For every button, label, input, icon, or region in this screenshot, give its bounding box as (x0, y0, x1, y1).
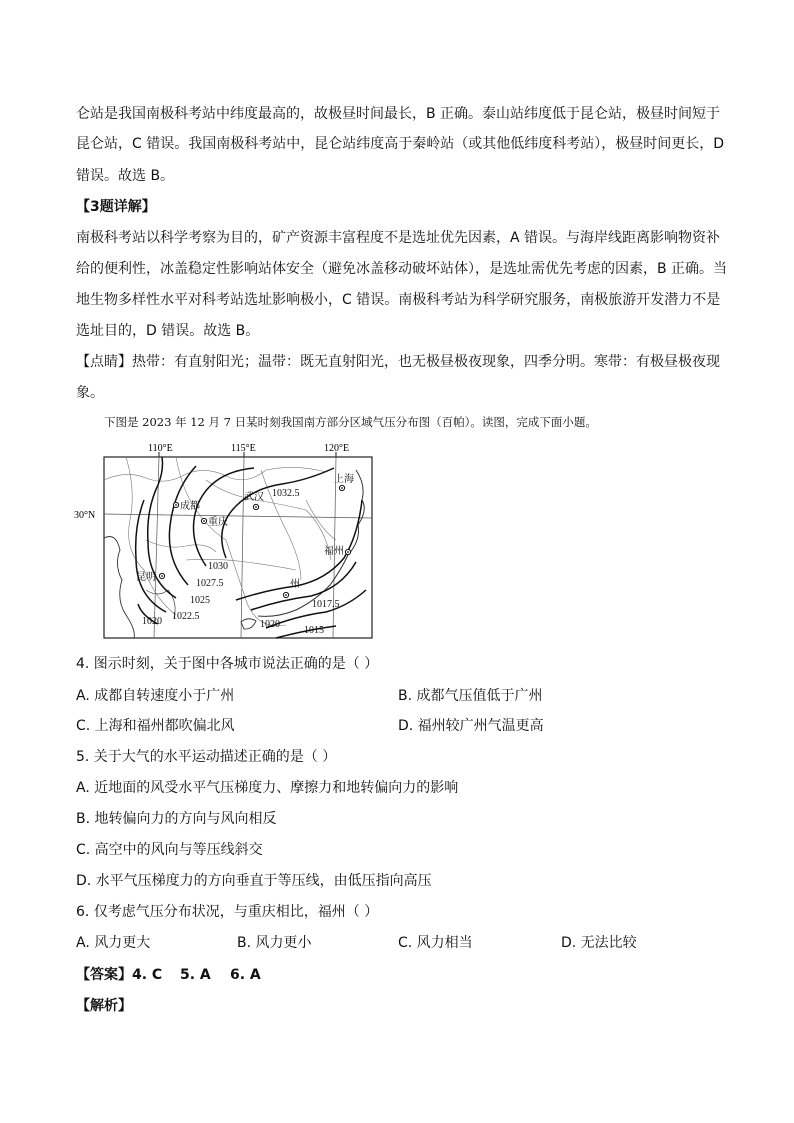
paragraph-line: 选址目的，D 错误。故选 B。 (76, 323, 260, 339)
tip-line: 象。 (76, 385, 104, 401)
city-label: 福州 (324, 546, 344, 557)
section-heading: 【3题详解】 (76, 199, 156, 215)
option-d: D. 福州较广州气温更高 (398, 718, 544, 734)
isobar-label: 1020 (260, 619, 280, 630)
city-label: 上海 (334, 474, 354, 485)
isobar-label: 1030 (208, 561, 228, 572)
option-c: C. 风力相当 (398, 935, 473, 951)
figure-caption: 下图是 2023 年 12 月 7 日某时刻我国南方部分区域气压分布图（百帕）。读图，完成下面小题。 (104, 415, 597, 429)
paragraph-line: 仑站是我国南极科考站中纬度最高的，故极昼时间最长，B 正确。泰山站纬度低于昆仑站，极昼时间短于 (76, 106, 721, 122)
answer-4: 4. C (132, 967, 163, 983)
tip-line: 【点睛】热带：有直射阳光；温带：既无直射阳光，也无极昼极夜现象，四季分明。寒带：有极昼极夜现 (76, 354, 720, 370)
city-label: 州 (290, 579, 300, 590)
option-d: D. 无法比较 (561, 935, 637, 951)
answer-6: 6. A (230, 967, 261, 983)
city-label: 武汉 (244, 492, 264, 503)
isobar-label: 1017.5 (312, 599, 340, 610)
question-stem: 5. 关于大气的水平运动描述正确的是（ ） (76, 749, 337, 765)
question-stem: 4. 图示时刻，关于图中各城市说法正确的是（ ） (76, 656, 379, 672)
question-stem: 6. 仅考虑气压分布状况，与重庆相比，福州（ ） (76, 904, 379, 920)
isobar-label: 1027.5 (196, 578, 224, 589)
answer-label: 【答案】 (76, 967, 132, 983)
isobar-label: 1020 (142, 616, 162, 627)
paragraph-line: 错误。故选 B。 (76, 168, 175, 184)
paragraph-line: 给的便利性，冰盖稳定性影响站体安全（避免冰盖移动破坏站体），是选址需优先考虑的因素，B 正确。当 (76, 261, 728, 277)
option-b: B. 风力更小 (237, 935, 312, 951)
isobar-label: 1032.5 (272, 488, 300, 499)
paragraph-line: 南极科考站以科学考察为目的，矿产资源丰富程度不是选址优先因素，A 错误。与海岸线距离影响物资补 (76, 230, 721, 246)
paragraph-line: 地生物多样性水平对科考站选址影响极小，C 错误。南极科考站为科学研究服务，南极旅游开发潜力不是 (76, 292, 721, 308)
option-c: C. 高空中的风向与等压线斜交 (76, 842, 263, 858)
lon-label: 115°E (231, 443, 256, 454)
city-label: 成都 (180, 501, 200, 512)
answer-5: 5. A (180, 967, 211, 983)
city-label: 重庆 (208, 517, 228, 528)
option-a: A. 风力更大 (76, 935, 151, 951)
option-b: B. 成都气压值低于广州 (398, 688, 543, 704)
paragraph-line: 昆仑站，C 错误。我国南极科考站中，昆仑站纬度高于秦岭站（或其他低纬度科考站），极昼时间更长，D (76, 136, 725, 152)
isobar-label: 1025 (190, 595, 210, 606)
lat-label: 30°N (74, 510, 96, 521)
option-d: D. 水平气压梯度力的方向垂直于等压线，由低压指向高压 (76, 873, 432, 889)
lon-label: 110°E (148, 443, 173, 454)
option-c: C. 上海和福州都吹偏北风 (76, 718, 235, 734)
isobar-label: 1015 (304, 625, 324, 636)
option-a: A. 近地面的风受水平气压梯度力、摩擦力和地转偏向力的影响 (76, 780, 459, 796)
analysis-heading: 【解析】 (76, 998, 132, 1014)
lon-label: 120°E (324, 443, 350, 454)
option-a: A. 成都自转速度小于广州 (76, 688, 235, 704)
city-label: 昆明 (136, 572, 156, 583)
option-b: B. 地转偏向力的方向与风向相反 (76, 811, 277, 827)
isobar-map (74, 440, 386, 642)
isobar-label: 1022.5 (172, 611, 200, 622)
